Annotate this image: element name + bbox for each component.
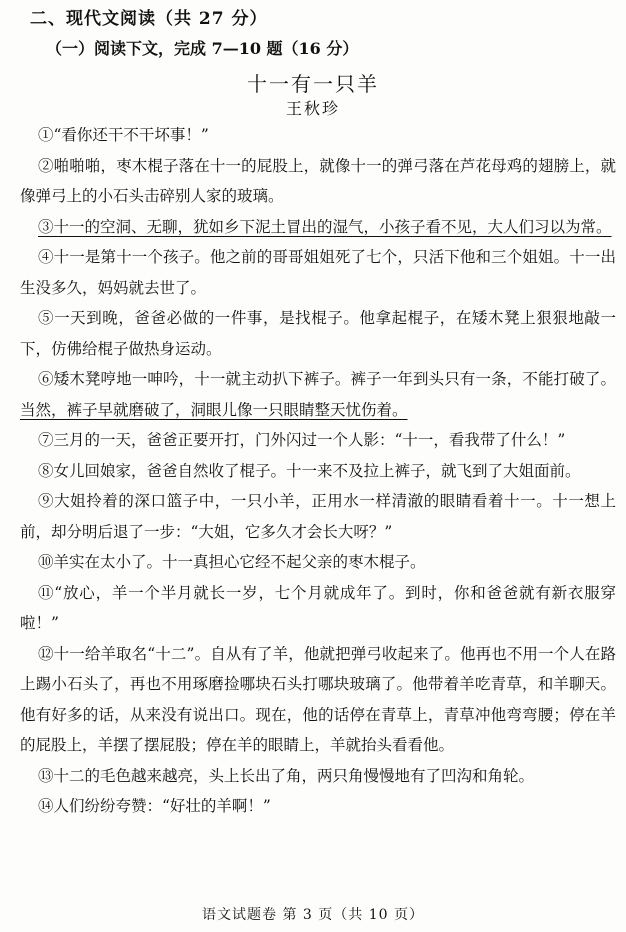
paragraph-7: ⑦三月的一天，爸爸正要开打，门外闪过一个人影：“十一，看我带了什么！” [38, 431, 566, 449]
paragraph-1: ①“看你还干不干坏事！” [38, 126, 209, 144]
paragraph-6 [20, 364, 616, 425]
section-title: 二、现代文阅读（共 27 分） [30, 9, 268, 29]
underlined-sentence-6: 当然，裤子早就磨破了，洞眼儿像一只眼睛整天忧伤着。 [20, 400, 408, 419]
paragraph-11: ⑪“放心，羊一个半月就长一岁，七个月就成年了。到时，你和爸爸就有新衣服穿啦！” [20, 583, 616, 632]
paragraph-14: ⑭人们纷纷夸赞：“好壮的羊啊！” [38, 797, 271, 815]
paragraph-9: ⑨大姐拎着的深口篮子中，一只小羊，正用水一样清澈的眼睛看着十一。十一想上前，却分明后退了一步：“大姐，它多久才会长大呀？” [20, 492, 616, 541]
underlined-sentence-3: ③十一的空洞、无聊，犹如乡下泥土冒出的湿气，小孩子看不见，大人们习以为常。 [38, 217, 612, 236]
paragraph-13: ⑬十二的毛色越来越亮，头上长出了角，两只角慢慢地有了凹沟和角轮。 [38, 766, 535, 785]
article-author: 王秋珍 [285, 99, 340, 118]
page-footer: 语文试题卷 第 3 页（共 10 页） [202, 907, 424, 923]
paragraph-3 [20, 212, 616, 243]
paragraph-5: ⑤一天到晚，爸爸必做的一件事，是找棍子。他拿起棍子，在矮木凳上狠狠地敲一下，仿佛给棍子做热身运动。 [20, 309, 616, 358]
paragraph-6-pre: ⑥矮木凳哼地一呻吟，十一就主动扒下裤子。裤子一年到头只有一条，不能打破了。 [38, 370, 616, 388]
paragraph-12: ⑫十一给羊取名“十二”。自从有了羊，他就把弹弓收起来了。他再也不用一个人在路上踢小石头了，再也不用琢磨捡哪块石头打哪块玻璃了。他带着羊吃青草，和羊聊天。他有好多的话，从来没有说出口。现在，他的话停在青草上，青草冲他弯弯腰；停在羊的屁股上，羊摆了摆屁股；停在羊的眼睛上，羊就抬头看看他。 [20, 644, 616, 754]
article-body [20, 120, 616, 822]
paragraph-8: ⑧女儿回娘家，爸爸自然收了棍子。十一来不及拉上裤子，就飞到了大姐面前。 [38, 461, 581, 480]
paragraph-2: ②啪啪啪，枣木棍子落在十一的屁股上，就像十一的弹弓落在芦花母鸡的翅膀上，就像弹弓上的小石头击碎别人家的玻璃。 [20, 156, 616, 205]
paragraph-10: ⑩羊实在太小了。十一真担心它经不起父亲的枣木棍子。 [38, 553, 426, 571]
article-title: 十一有一只羊 [247, 72, 379, 96]
sub-question-title: （一）阅读下文，完成 7—10 题（16 分） [46, 39, 359, 58]
paragraph-4: ④十一是第十一个孩子。他之前的哥哥姐姐死了七个，只活下他和三个姐姐。十一出生没多久，妈妈就去世了。 [20, 248, 616, 297]
